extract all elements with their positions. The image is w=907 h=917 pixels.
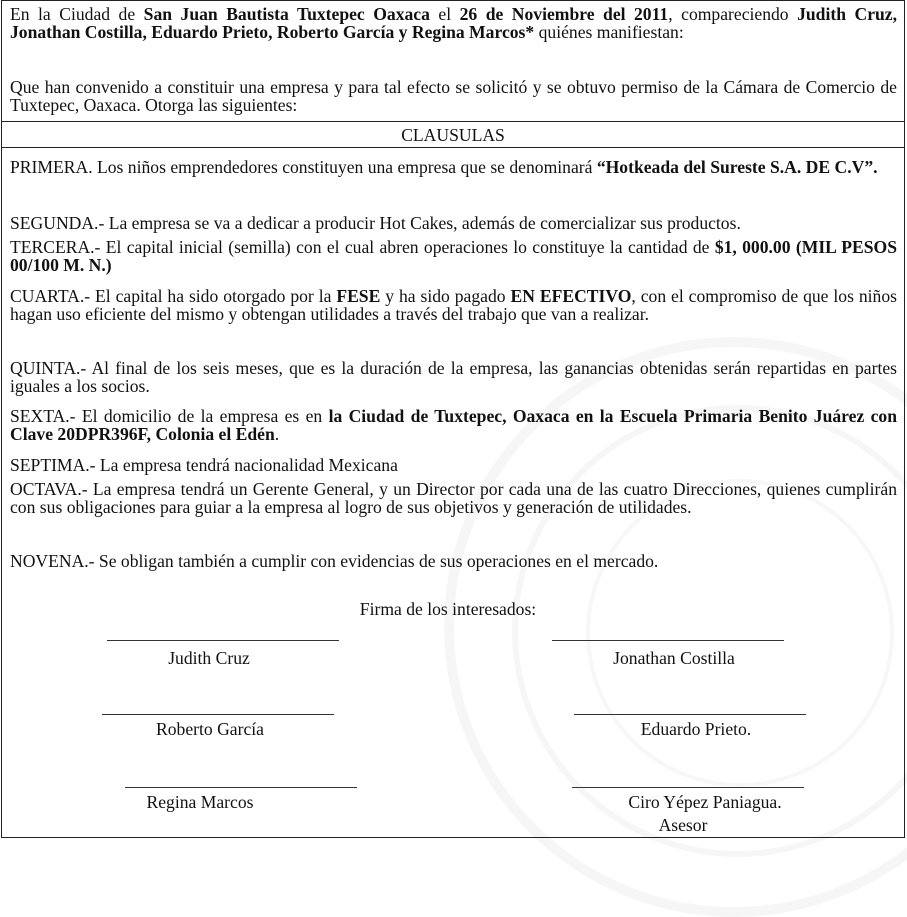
city-name: San Juan Bautista Tuxtepec Oaxaca: [143, 4, 430, 24]
signature-line-3: [102, 714, 334, 715]
signature-line-6: [572, 787, 804, 788]
document-date: 26 de Noviembre del 2011: [459, 4, 669, 24]
section-title: CLAUSULAS: [401, 125, 505, 145]
signature-name-5: Regina Marcos: [146, 792, 254, 812]
watermark-seal-core: [586, 479, 894, 787]
signature-name-2: Jonathan Costilla: [613, 648, 735, 668]
clause-septima: SEPTIMA.- La empresa tendrá nacionalidad Mexicana: [10, 455, 398, 475]
signature-line-4: [574, 714, 806, 715]
document-frame: [1, 0, 905, 838]
clause-quinta: QUINTA.- Al final de los seis meses, que es la duración de la empresa, las ganancias obtenidas serán repartidas en partes iguales a los socios.: [10, 358, 897, 397]
signatures-title: Firma de los interesados:: [359, 599, 537, 619]
signature-name-4: Eduardo Prieto.: [640, 719, 752, 739]
permit-paragraph: Que han convenido a constituir una empresa y para tal efecto se solicitó y se obtuvo permiso de la Cámara de Comercio de Tuxtepec, Oaxaca. Otorga las siguientes:: [10, 77, 897, 116]
clause-cuarta: CUARTA.- El capital ha sido otorgado por la FESE y ha sido pagado EN EFECTIVO, con el compromiso de que los niños hagan uso eficiente del mismo y obtengan utilidades a través del trabajo que van a realizar.: [10, 286, 897, 325]
clause-novena: NOVENA.- Se obligan también a cumplir con evidencias de sus operaciones en el mercado.: [10, 551, 659, 571]
intro-paragraph: En la Ciudad de San Juan Bautista Tuxtepec Oaxaca el 26 de Noviembre del 2011, compareciendo Judith Cruz, Jonathan Costilla, Eduardo Prieto, Roberto García y Regina Marcos* quiénes manifiestan:: [10, 4, 897, 43]
signature-name-3: Roberto García: [156, 719, 264, 739]
clause-primera: PRIMERA. Los niños emprendedores constituyen una empresa que se denominará “Hotkeada del Sureste S.A. DE C.V”.: [10, 157, 878, 177]
signature-line-5: [125, 787, 357, 788]
signature-role-6: Asesor: [658, 815, 708, 835]
clause-sexta: SEXTA.- El domicilio de la empresa es en la Ciudad de Tuxtepec, Oaxaca en la Escuela Primaria Benito Juárez con Clave 20DPR396F, Colonia el Edén.: [10, 406, 898, 445]
clause-segunda: SEGUNDA.- La empresa se va a dedicar a producir Hot Cakes, además de comercializar sus productos.: [10, 213, 741, 233]
signature-line-1: [107, 640, 339, 641]
signature-line-2: [552, 640, 784, 641]
divider-top: [2, 121, 904, 122]
partner-names: Judith Cruz, Jonathan Costilla, Eduardo Prieto, Roberto García y Regina Marcos*: [10, 4, 897, 43]
clause-octava: OCTAVA.- La empresa tendrá un Gerente General, y un Director por cada una de las cuatro Direcciones, quienes cumplirán con sus obligaciones para guiar a la empresa al logro de sus objetivos y generación de utilidades.: [10, 479, 897, 518]
signature-name-6: Ciro Yépez Paniagua.: [628, 792, 782, 812]
divider-bottom: [2, 147, 904, 148]
signature-name-1: Judith Cruz: [168, 648, 250, 668]
clause-tercera: TERCERA.- El capital inicial (semilla) con el cual abren operaciones lo constituye la cantidad de $1, 000.00 (MIL PESOS 00/100 M. N.): [10, 237, 897, 276]
